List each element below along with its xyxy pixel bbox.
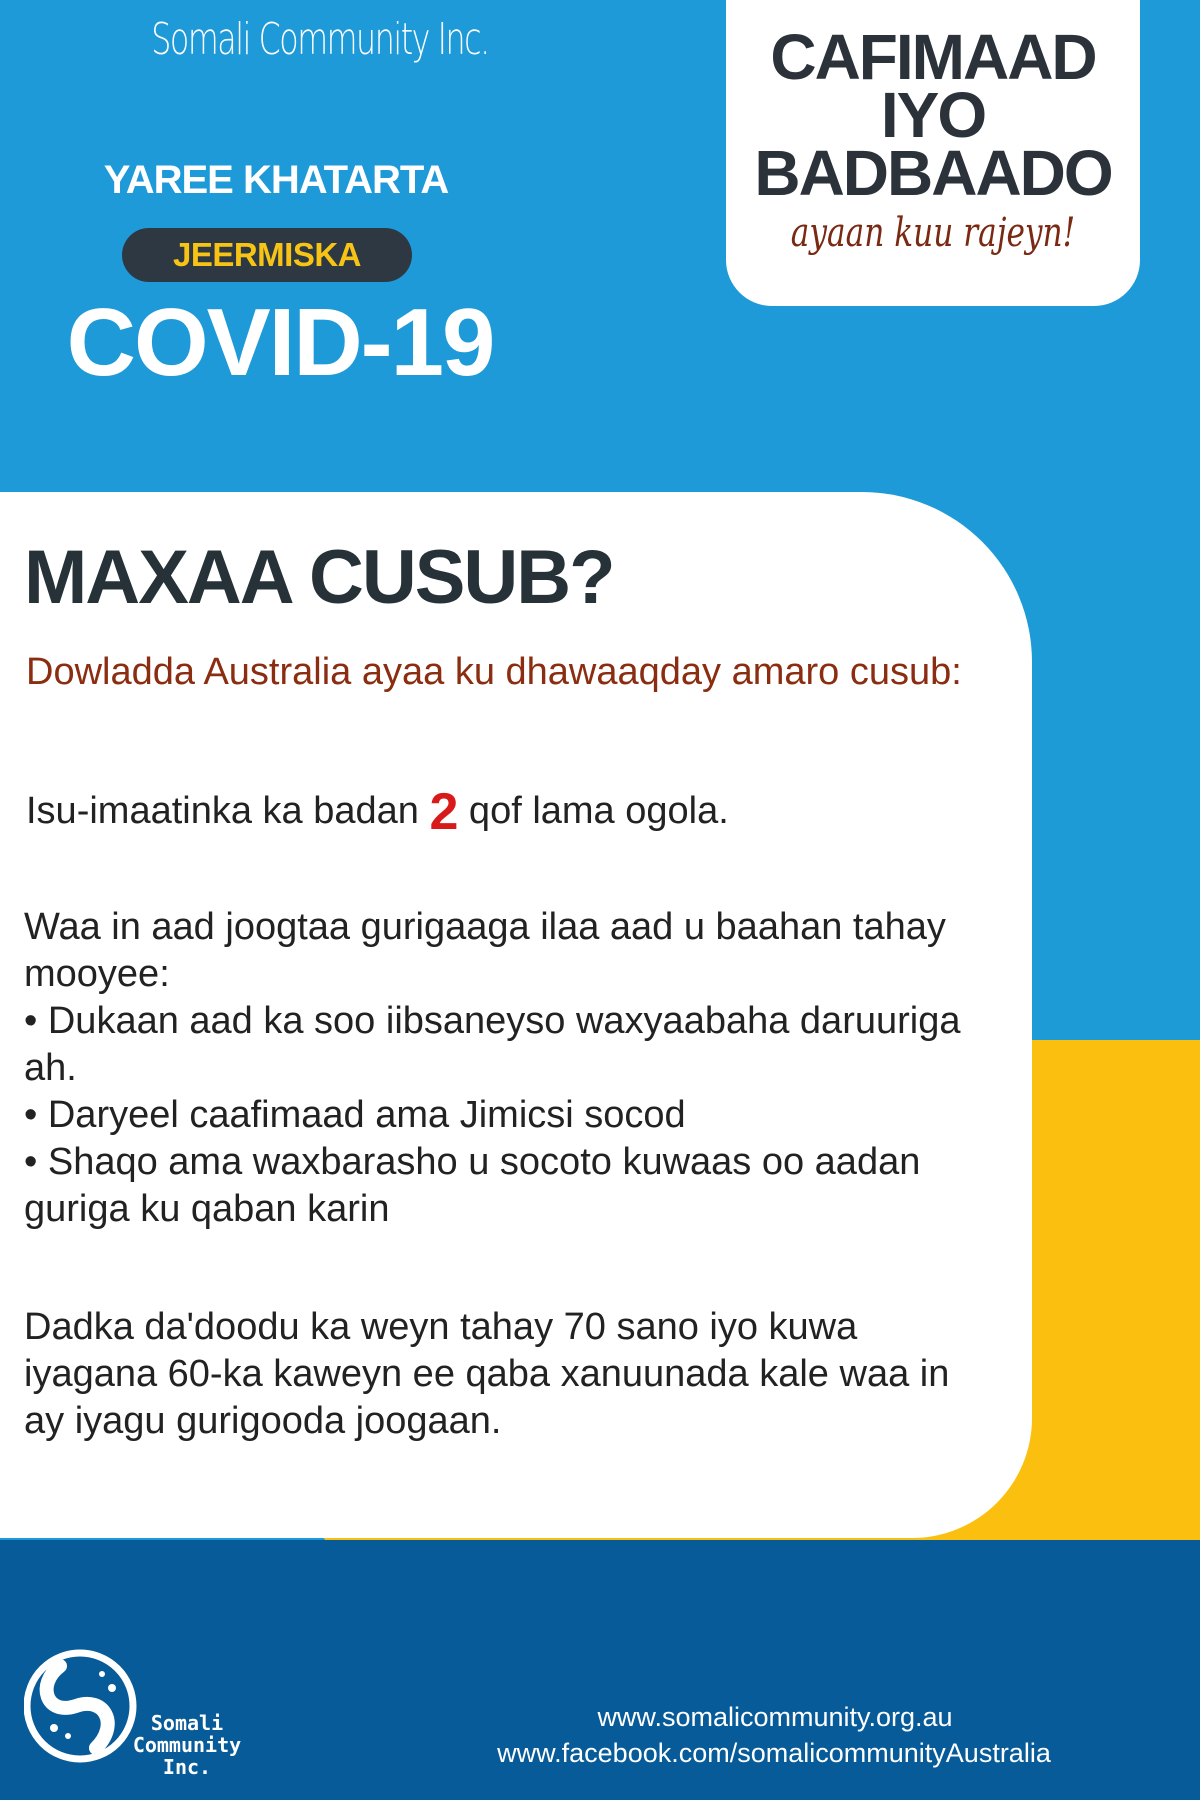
stay-home-section <box>24 904 984 1233</box>
org-title: Somali Community Inc. <box>151 14 489 65</box>
gathering-rule <box>26 783 1006 841</box>
safety-line-2: IYO <box>880 79 986 151</box>
logo-text-line: Somali <box>150 1711 224 1735</box>
logo-text <box>122 1712 252 1778</box>
stay-home-item: • Shaqo ama waxbarasho u socoto kuwaas oo aadan guriga ku qaban karin <box>24 1141 921 1230</box>
pill-badge: JEERMISKA <box>122 228 412 282</box>
stay-home-intro: Waa in aad joogtaa gurigaaga ilaa aad u baahan tahay mooyee: <box>24 906 946 995</box>
safety-box <box>726 0 1140 306</box>
announcement-text: Dowladda Australia ayaa ku dhawaaqday amaro cusub: <box>26 651 962 693</box>
gathering-text-before: Isu-imaatinka ka badan <box>26 790 430 832</box>
gathering-number: 2 <box>429 783 459 841</box>
gathering-text-after: qof lama ogola. <box>458 790 729 832</box>
elderly-notice: Dadka da'doodu ka weyn tahay 70 sano iyo kuwa iyagana 60-ka kaweyn ee qaba xanuunada kale waa in ay iyagu gurigooda joogaan. <box>24 1306 950 1442</box>
safety-line-1: CAFIMAAD <box>770 21 1096 93</box>
safety-line-3: BADBAADO <box>754 137 1112 209</box>
website-link[interactable]: www.somalicommunity.org.au <box>597 1702 953 1732</box>
logo-text-line: Inc. <box>162 1755 212 1779</box>
safety-tagline: ayaan kuu rajeyn! <box>790 210 1076 256</box>
subtitle: YAREE KHATARTA <box>103 158 449 202</box>
stay-home-item: • Dukaan aad ka soo iibsaneyso waxyaabaha daruuriga ah. <box>24 1000 961 1089</box>
facebook-link[interactable]: www.facebook.com/somalicommunityAustralia <box>497 1738 1051 1768</box>
stay-home-item: • Daryeel caafimaad ama Jimicsi socod <box>24 1094 686 1136</box>
card-heading: MAXAA CUSUB? <box>24 535 614 620</box>
logo-text-line: Community <box>132 1733 242 1757</box>
main-title: COVID-19 <box>66 289 494 396</box>
